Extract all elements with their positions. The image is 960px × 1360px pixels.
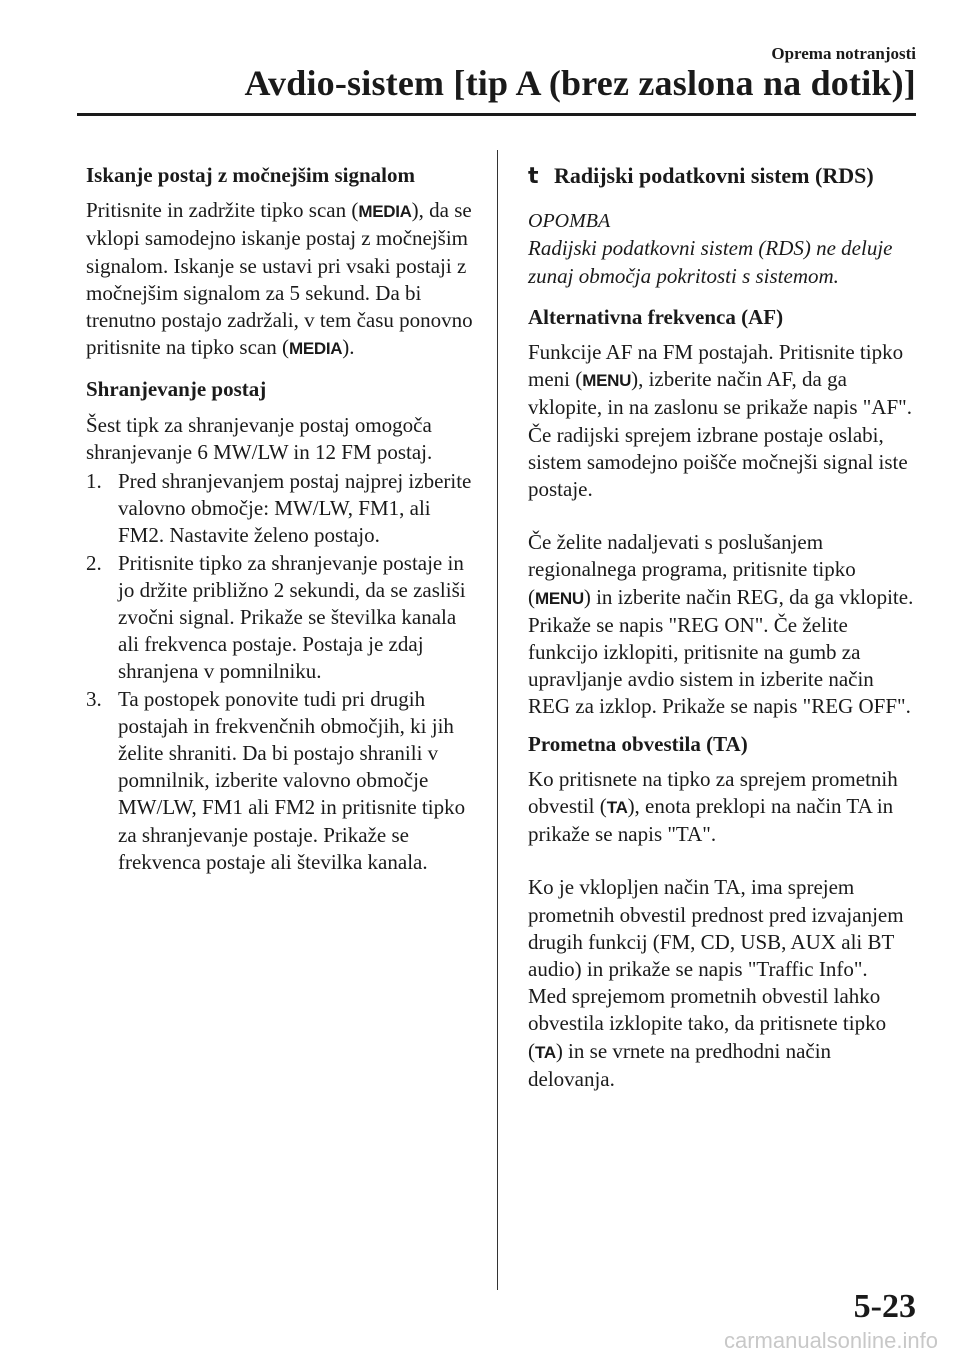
store-intro: Šest tipk za shranjevanje postaj omogoča shranjevanje 6 MW/LW in 12 FM postaj.: [86, 412, 433, 464]
rds-heading: t Radijski podatkovni sistem (RDS): [528, 163, 874, 189]
list-item: 1. Pred shranjevanjem postaj najprej izberite valovno območje: MW/LW, FM1, ali FM2. Nastavite želeno postajo.: [86, 469, 472, 548]
store-steps: [86, 468, 476, 876]
column-divider: [497, 150, 498, 1290]
ta-button-icon: TA: [606, 798, 628, 818]
ta-paragraph-1: Ko pritisnete na tipko za sprejem prometnih obvestil (TA), enota preklopi na način TA in prikaže se napis "TA".: [528, 766, 898, 847]
ta-heading: Prometna obvestila (TA): [528, 731, 748, 756]
menu-button-icon: MENU: [535, 588, 584, 608]
page-number: 5-23: [853, 1288, 916, 1325]
scan-heading: Iskanje postaj z močnejšim signalom: [86, 163, 415, 187]
af-paragraph-2: Če želite nadaljevati s poslušanjem regionalnega programa, pritisnite tipko (MENU) in izberite način REG, da ga vklopite. Prikaže se napis "REG ON". Če želite funkcijo izklopiti, pritisnite na gumb za upravljanje avdio sistem in izberite način REG za izklop. Prikaže se napis "REG OFF".: [528, 530, 914, 719]
store-heading: Shranjevanje postaj: [86, 377, 267, 402]
note-text: Radijski podatkovni sistem (RDS) ne deluje zunaj območja pokritosti s sistemom.: [528, 236, 893, 288]
menu-button-icon: MENU: [582, 371, 632, 391]
note-label: OPOMBA: [528, 210, 611, 233]
media-button-icon: MEDIA: [288, 339, 343, 359]
section-title: Oprema notranjosti: [771, 44, 916, 63]
bullet-icon: t: [528, 164, 539, 189]
ta-paragraph-3: Med sprejemom prometnih obvestil lahko obvestila izklopite tako, da pritisnete tipko (TA) in se vrnete na predhodni način delovanja.: [528, 984, 887, 1091]
watermark: carmanualsonline.info: [723, 1328, 938, 1353]
right-column: [528, 162, 918, 1103]
list-item: 2. Pritisnite tipko za shranjevanje postaje in jo držite približno 2 sekundi, da se zasliši zvočni signal. Prikaže se številka kanala ali frekvenca postaje. Postaja je zdaj shranjena v pomnilniku.: [86, 550, 466, 684]
header-rule: [77, 113, 916, 116]
ta-paragraph-2: Ko je vklopljen način TA, ima sprejem prometnih obvestil prednost pred izvajanjem drugih funkcij (FM, CD, USB, AUX ali BT audio) in prikaže se napis "Traffic Info".: [528, 875, 904, 982]
chapter-title: Avdio-sistem [tip A (brez zaslona na dotik)]: [244, 63, 916, 103]
af-heading: Alternativna frekvenca (AF): [528, 304, 784, 329]
left-column: [86, 162, 476, 876]
media-button-icon: MEDIA: [358, 202, 412, 222]
af-paragraph-1: Funkcije AF na FM postajah. Pritisnite tipko meni (MENU), izberite način AF, da ga vklopite, in na zaslonu se prikaže napis "AF". Če radijski sprejem izbrane postaje oslabi, sistem samodejno poišče močnejši signal iste postaje.: [528, 340, 912, 502]
ta-button-icon: TA: [535, 1042, 556, 1062]
scan-paragraph: Pritisnite in zadržite tipko scan (MEDIA), da se vklopi samodejno iskanje postaj z močnejšim signalom. Iskanje se ustavi pri vsaki postaji z močnejšim signalom za 5 sekund. Da bi trenutno postajo zadržali, v tem času ponovno pritisnite na tipko scan (MEDIA).: [86, 198, 473, 360]
list-item: 3. Ta postopek ponovite tudi pri drugih postajah in frekvenčnih območjih, ki jih želite shraniti. Da bi postajo shranili v pomnilnik, izberite valovno območje MW/LW, FM1 ali FM2 in pritisnite tipko za shranjevanje postaje. Prikaže se frekvenca postaje ali številka kanala.: [86, 686, 466, 874]
